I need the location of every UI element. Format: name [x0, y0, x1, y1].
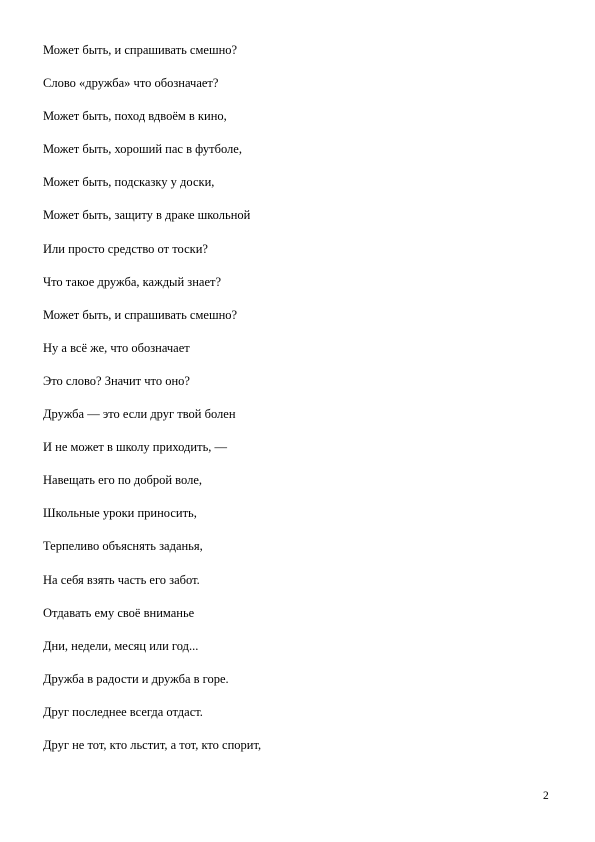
poem-line: На себя взять часть его забот.	[43, 572, 200, 587]
poem-line: Может быть, хороший пас в футболе,	[43, 142, 242, 157]
poem-line: Что такое дружба, каждый знает?	[43, 274, 222, 289]
page-number: 2	[543, 790, 549, 802]
poem-text	[43, 43, 261, 771]
poem-line: Может быть, и спрашивать смешно?	[43, 43, 238, 57]
poem-line: Слово «дружба» что обозначает?	[43, 76, 219, 91]
poem-line: Навещать его по доброй воле,	[43, 473, 202, 488]
poem-line: Школьные уроки приносить,	[43, 506, 197, 521]
poem-line: Может быть, поход вдвоём в кино,	[43, 109, 227, 124]
poem-line: Может быть, защиту в драке школьной	[43, 208, 251, 223]
poem-line: Дружба — это если друг твой болен	[43, 407, 236, 422]
poem-line: Терпеливо объяснять заданья,	[43, 539, 203, 554]
poem-line: Ну а всё же, что обозначает	[43, 340, 190, 355]
poem-line: Дни, недели, месяц или год...	[43, 638, 199, 653]
poem-line: Может быть, и спрашивать смешно?	[43, 307, 238, 322]
poem-line: Дружба в радости и дружба в горе.	[43, 671, 229, 686]
poem-line: И не может в школу приходить, —	[43, 440, 228, 455]
poem-line: Отдавать ему своё вниманье	[43, 605, 195, 620]
poem-line: Или просто средство от тоски?	[43, 241, 208, 256]
poem-line: Друг последнее всегда отдаст.	[43, 704, 203, 719]
poem-line: Может быть, подсказку у доски,	[43, 175, 215, 190]
poem-line: Это слово? Значит что оно?	[43, 373, 190, 388]
poem-line: Друг не тот, кто льстит, а тот, кто спорит,	[43, 737, 262, 752]
